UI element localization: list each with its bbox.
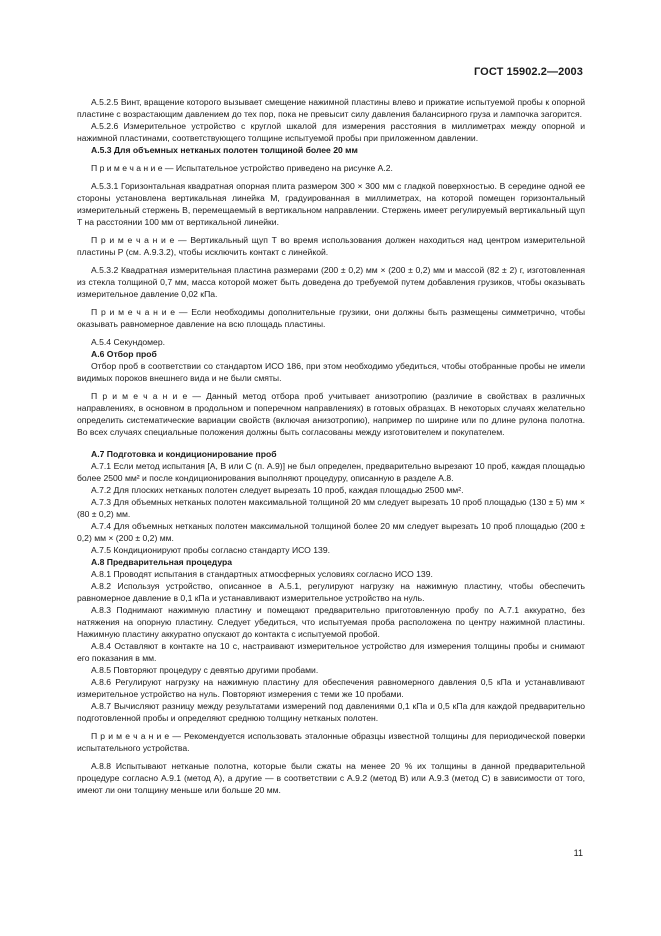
document-body (77, 96, 585, 796)
paragraph: А.8.5 Повторяют процедуру с девятью другими пробами. (91, 665, 319, 675)
paragraph: А.7.3 Для объемных нетканых полотен максимальной толщиной 20 мм следует вырезать 10 проб площадью (130 ± 5) мм × (80 ± 0,2) мм. (77, 497, 585, 519)
paragraph: А.5.4 Секундомер. (91, 337, 165, 347)
section-heading: А.6 Отбор проб (91, 349, 157, 359)
paragraph: Отбор проб в соответствии со стандартом ИСО 186, при этом необходимо убедиться, чтобы отобранные пробы не имели видимых пороков внешнего вида и не были смяты. (77, 361, 585, 383)
paragraph: А.8.1 Проводят испытания в стандартных атмосферных условиях согласно ИСО 139. (91, 569, 433, 579)
note: П р и м е ч а н и е — Рекомендуется использовать эталонные образцы известной толщины для периодической поверки испытательного устройства. (77, 731, 585, 753)
page-number: 11 (573, 848, 583, 858)
paragraph: А.7.4 Для объемных нетканых полотен максимальной толщиной более 20 мм следует вырезать 10 проб площадью (200 ± 0,2) мм × (200 ± 0,2) мм. (77, 521, 585, 543)
paragraph: А.7.1 Если метод испытания [А, В или С (п. А.9)] не был определен, предварительно вырезают 10 проб, каждая площадью более 2500 мм² и после кондиционирования выполняют процедуру, описанную в разделе А.8. (77, 461, 585, 483)
paragraph: А.8.2 Используя устройство, описанное в А.5.1, регулируют нагрузку на нажимную пластину, чтобы обеспечить равномерное давление в 0,1 кПа и устанавливают измерительное устройство на нуль. (77, 581, 585, 603)
paragraph: А.5.2.6 Измерительное устройство с круглой шкалой для измерения расстояния в миллиметрах между опорной и нажимной пластинами, соответствующего толщине испытуемой пробы при приложенном давлении. (77, 121, 585, 143)
paragraph: А.8.7 Вычисляют разницу между результатами измерений под давлениями 0,1 кПа и 0,5 кПа для каждой предварительно подготовленной пробы и определяют среднюю толщину нетканых полотен. (77, 701, 585, 723)
section-heading: А.7 Подготовка и кондиционирование проб (91, 449, 277, 459)
paragraph: А.7.5 Кондиционируют пробы согласно стандарту ИСО 139. (91, 545, 330, 555)
note: П р и м е ч а н и е — Испытательное устройство приведено на рисунке А.2. (91, 163, 393, 173)
paragraph: А.8.6 Регулируют нагрузку на нажимную пластину для обеспечения равномерного давления 0,5 кПа и устанавливают измерительное устройство на нуль. Повторяют измерения с теми же 10 пробами. (77, 677, 585, 699)
note: П р и м е ч а н и е — Если необходимы дополнительные грузики, они должны быть размещены симметрично, чтобы оказывать равномерное давление на всю площадь пластины. (77, 307, 585, 329)
section-heading: А.8 Предварительная процедура (91, 557, 233, 567)
paragraph: А.8.3 Поднимают нажимную пластину и помещают предварительно приготовленную пробу по А.7.1 аккуратно, без натяжения на опорную пластину. Следует убедиться, что испытуемая проба расположена по центру нажимной пластины. Нажимную пластину аккуратно опускают до контакта с испытуемой пробой. (77, 605, 585, 639)
paragraph: А.5.3.1 Горизонтальная квадратная опорная плита размером 300 × 300 мм с гладкой поверхностью. В середине одной ее стороны установлена вертикальная линейка M, градуированная в миллиметрах, на которой помещен горизонтальный измерительный стержень B, перемещаемый в вертикальном направлении. Стержень имеет регулируемый вертикальный щуп T на расстоянии 100 мм от вертикальной линейки. (77, 181, 585, 227)
section-heading: А.5.3 Для объемных нетканых полотен толщиной более 20 мм (91, 145, 358, 155)
document-header: ГОСТ 15902.2—2003 (473, 66, 583, 78)
paragraph: А.5.2.5 Винт, вращение которого вызывает смещение нажимной пластины влево и прижатие испытуемой пробы к опорной пластине с возрастающим давлением до тех пор, пока не превысит силу давления балансирного груза и лампочка загорится. (77, 97, 585, 119)
note: П р и м е ч а н и е — Вертикальный щуп T во время использования должен находиться над центром измерительной пластины P (см. А.9.3.2), чтобы исключить контакт с линейкой. (77, 235, 585, 257)
paragraph: А.5.3.2 Квадратная измерительная пластина размерами (200 ± 0,2) мм × (200 ± 0,2) мм и массой (82 ± 2) г, изготовленная из стекла толщиной 0,7 мм, масса которой может быть доведена до требуемой путем добавления грузиков, чтобы оказывать измерительное давление 0,02 кПа. (77, 265, 585, 299)
note: П р и м е ч а н и е — Данный метод отбора проб учитывает анизотропию (различие в свойствах в различных направлениях, в основном в продольном и поперечном направлениях) в готовых образцах. В некоторых случаях желательно определить систематические вариации свойств (включая анизотропию), например по ширине или по длине рулона полотна. Во всех случаях специальные положения должны быть согласованы между изготовителем и покупателем. (77, 391, 585, 437)
paragraph: А.8.8 Испытывают нетканые полотна, которые были сжаты на менее 20 % их толщины в данной предварительной процедуре согласно А.9.1 (метод А), а другие — в соответствии с А.9.2 (метод В) или А.9.3 (метод С) в зависимости от того, имеют ли они толщину меньше или больше 20 мм. (77, 761, 585, 795)
paragraph: А.7.2 Для плоских нетканых полотен следует вырезать 10 проб, каждая площадью 2500 мм². (91, 485, 464, 495)
paragraph: А.8.4 Оставляют в контакте на 10 с, настраивают измерительное устройство для измерения толщины пробы и снимают его показания в мм. (77, 641, 585, 663)
